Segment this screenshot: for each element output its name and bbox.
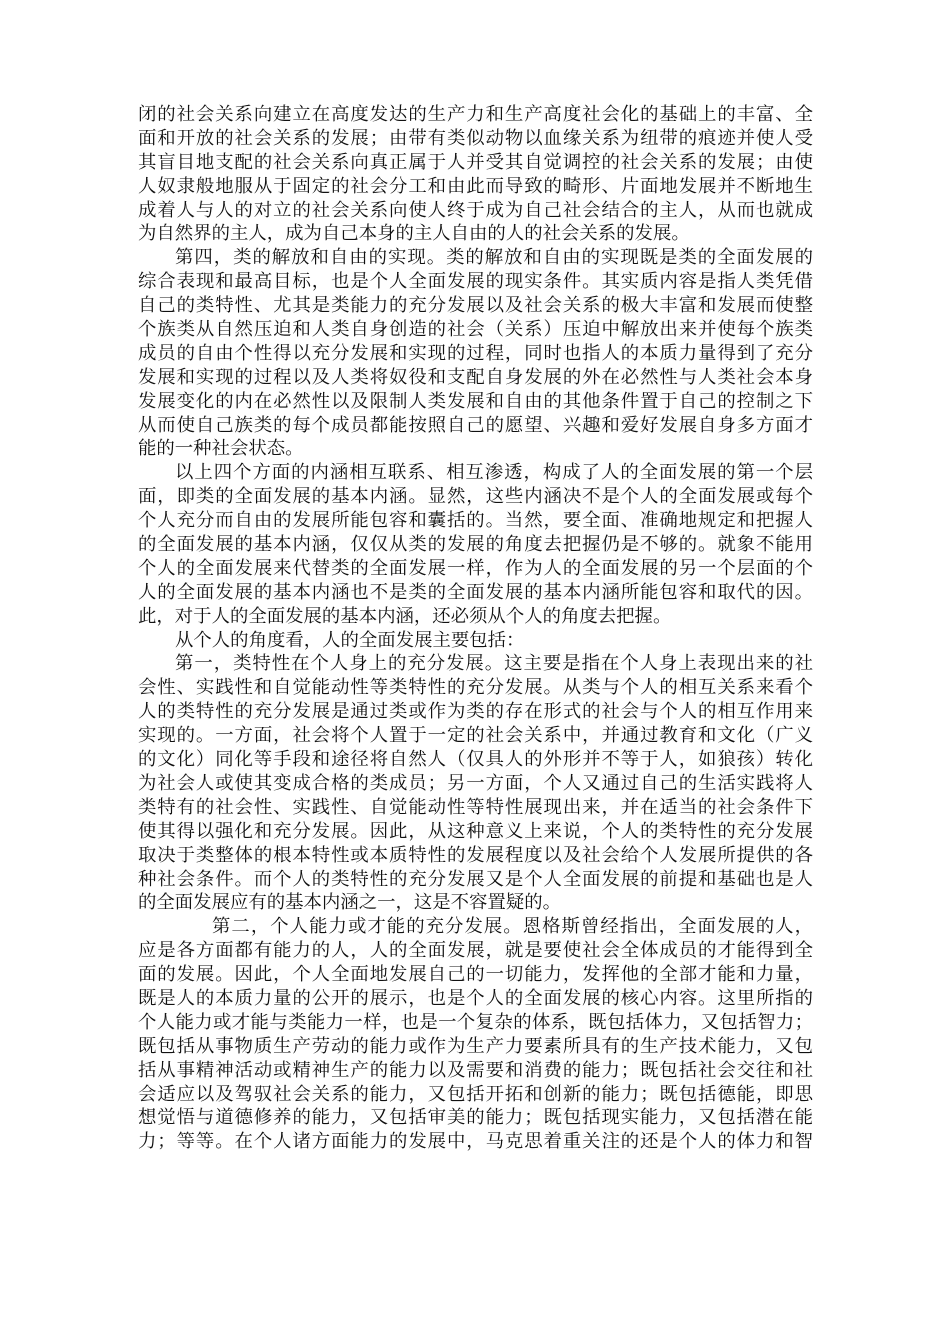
text-line: 综合表现和最高目标，也是个人全面发展的现实条件。其实质内容是指人类凭借: [138, 271, 813, 293]
paragraph: [138, 246, 813, 461]
text-line: 个族类从自然压迫和人类自身创造的社会（关系）压迫中解放出来并使每个族类: [138, 319, 813, 341]
text-line: 其盲目地支配的社会关系向真正属于人并受其自觉调控的社会关系的发展；由使: [138, 151, 813, 173]
text-line: 人奴隶般地服从于固定的社会分工和由此而导致的畸形、片面地发展并不断地生: [138, 175, 813, 197]
text-line: 面和开放的社会关系的发展；由带有类似动物以血缘关系为纽带的痕迹并使人受: [138, 127, 813, 149]
text-line: 使其得以强化和充分发展。因此，从这种意义上来说，个人的类特性的充分发展: [138, 820, 813, 842]
paragraph: [138, 103, 813, 246]
text-line: 类特有的社会性、实践性、自觉能动性等特性展现出来，并在适当的社会条件下: [138, 796, 813, 818]
paragraph: [138, 629, 813, 653]
text-line: 面的发展。因此，个人全面地发展自己的一切能力，发挥他的全部才能和力量，: [138, 964, 813, 986]
text-line: 发展变化的内在必然性以及限制人类发展和自由的其他条件置于自己的控制之下: [138, 390, 813, 412]
text-line: 闭的社会关系向建立在高度发达的生产力和生产高度社会化的基础上的丰富、全: [138, 104, 813, 125]
text-line: 从而使自己族类的每个成员都能按照自己的愿望、兴趣和爱好发展自身多方面才: [138, 414, 813, 436]
text-line: 的文化）同化等手段和途径将自然人（仅具人的外形并不等于人，如狼孩）转化: [138, 749, 813, 771]
text-line: 的全面发展应有的基本内涵之一，这是不容置疑的。: [138, 892, 561, 914]
text-line: 此，对于人的全面发展的基本内涵，还必须从个人的角度去把握。: [138, 605, 672, 627]
text-line: 想觉悟与道德修养的能力，又包括审美的能力；既包括现实能力，又包括潜在能: [138, 1107, 813, 1129]
text-line: 为自然界的主人，成为自己本身的主人自由的人的社会关系的发展。: [138, 223, 690, 245]
text-line: 既包括从事物质生产劳动的能力或作为生产力要素所具有的生产技术能力，又包: [138, 1035, 813, 1057]
text-line: 的全面发展的基本内涵，仅仅从类的发展的角度去把握仍是不够的。就象不能用: [138, 534, 813, 556]
paragraph: [138, 915, 813, 1154]
text-line: 个人的全面发展来代替类的全面发展一样，作为人的全面发展的另一个层面的个: [138, 557, 813, 579]
text-line: 第四，类的解放和自由的实现。类的解放和自由的实现既是类的全面发展的: [175, 247, 813, 269]
text-line: 发展和实现的过程以及人类将奴役和支配自身发展的外在必然性与人类社会本身: [138, 366, 813, 388]
text-line: 力；等等。在个人诸方面能力的发展中，马克思着重关注的还是个人的体力和智: [138, 1131, 813, 1153]
text-line: 取决于类整体的根本特性或本质特性的发展程度以及社会给个人发展所提供的各: [138, 844, 813, 866]
text-line: 应是各方面都有能力的人，人的全面发展，就是要使社会全体成员的才能得到全: [138, 940, 813, 962]
text-line: 第一，类特性在个人身上的充分发展。这主要是指在个人身上表现出来的社: [175, 653, 813, 675]
text-line: 从个人的角度看，人的全面发展主要包括：: [175, 629, 525, 651]
text-line: 个人能力或才能与类能力一样，也是一个复杂的体系，既包括体力，又包括智力；: [138, 1011, 813, 1033]
text-line: 成员的自由个性得以充分发展和实现的过程，同时也指人的本质力量得到了充分: [138, 342, 813, 364]
text-line: 会适应以及驾驭社会关系的能力，又包括开拓和创新的能力；既包括德能，即思: [138, 1083, 813, 1105]
text-line: 能的一种社会状态。: [138, 438, 304, 460]
text-line: 成着人与人的对立的社会关系向使人终于成为自己社会结合的主人，从而也就成: [138, 199, 813, 221]
text-line: 自己的类特性、尤其是类能力的充分发展以及社会关系的极大丰富和发展而使整: [138, 295, 813, 317]
paragraph: [138, 652, 813, 915]
text-line: 实现的。一方面，社会将个人置于一定的社会关系中，并通过教育和文化（广义: [138, 725, 813, 747]
text-line: 为社会人或使其变成合格的类成员；另一方面，个人又通过自己的生活实践将人: [138, 772, 813, 794]
text-line: 个人充分而自由的发展所能包容和囊括的。当然，要全面、准确地规定和把握人: [138, 510, 813, 532]
text-line: 会性、实践性和自觉能动性等类特性的充分发展。从类与个人的相互关系来看个: [138, 677, 813, 699]
text-line: 既是人的本质力量的公开的展示，也是个人的全面发展的核心内容。这里所指的: [138, 987, 813, 1009]
text-line: 第二，个人能力或才能的充分发展。恩格斯曾经指出，全面发展的人，: [212, 916, 813, 938]
document-body: [138, 103, 813, 1154]
text-line: 人的类特性的充分发展是通过类或作为类的存在形式的社会与个人的相互作用来: [138, 701, 813, 723]
text-line: 以上四个方面的内涵相互联系、相互渗透，构成了人的全面发展的第一个层: [175, 462, 813, 484]
paragraph: [138, 461, 813, 628]
text-line: 种社会条件。而个人的类特性的充分发展又是个人全面发展的前提和基础也是人: [138, 868, 813, 890]
text-line: 括从事精神活动或精神生产的能力以及需要和消费的能力；既包括社会交往和社: [138, 1059, 813, 1081]
text-line: 面，即类的全面发展的基本内涵。显然，这些内涵决不是个人的全面发展或每个: [138, 486, 813, 508]
text-line: 人的全面发展的基本内涵也不是类的全面发展的基本内涵所能包容和取代的因。: [138, 581, 813, 603]
